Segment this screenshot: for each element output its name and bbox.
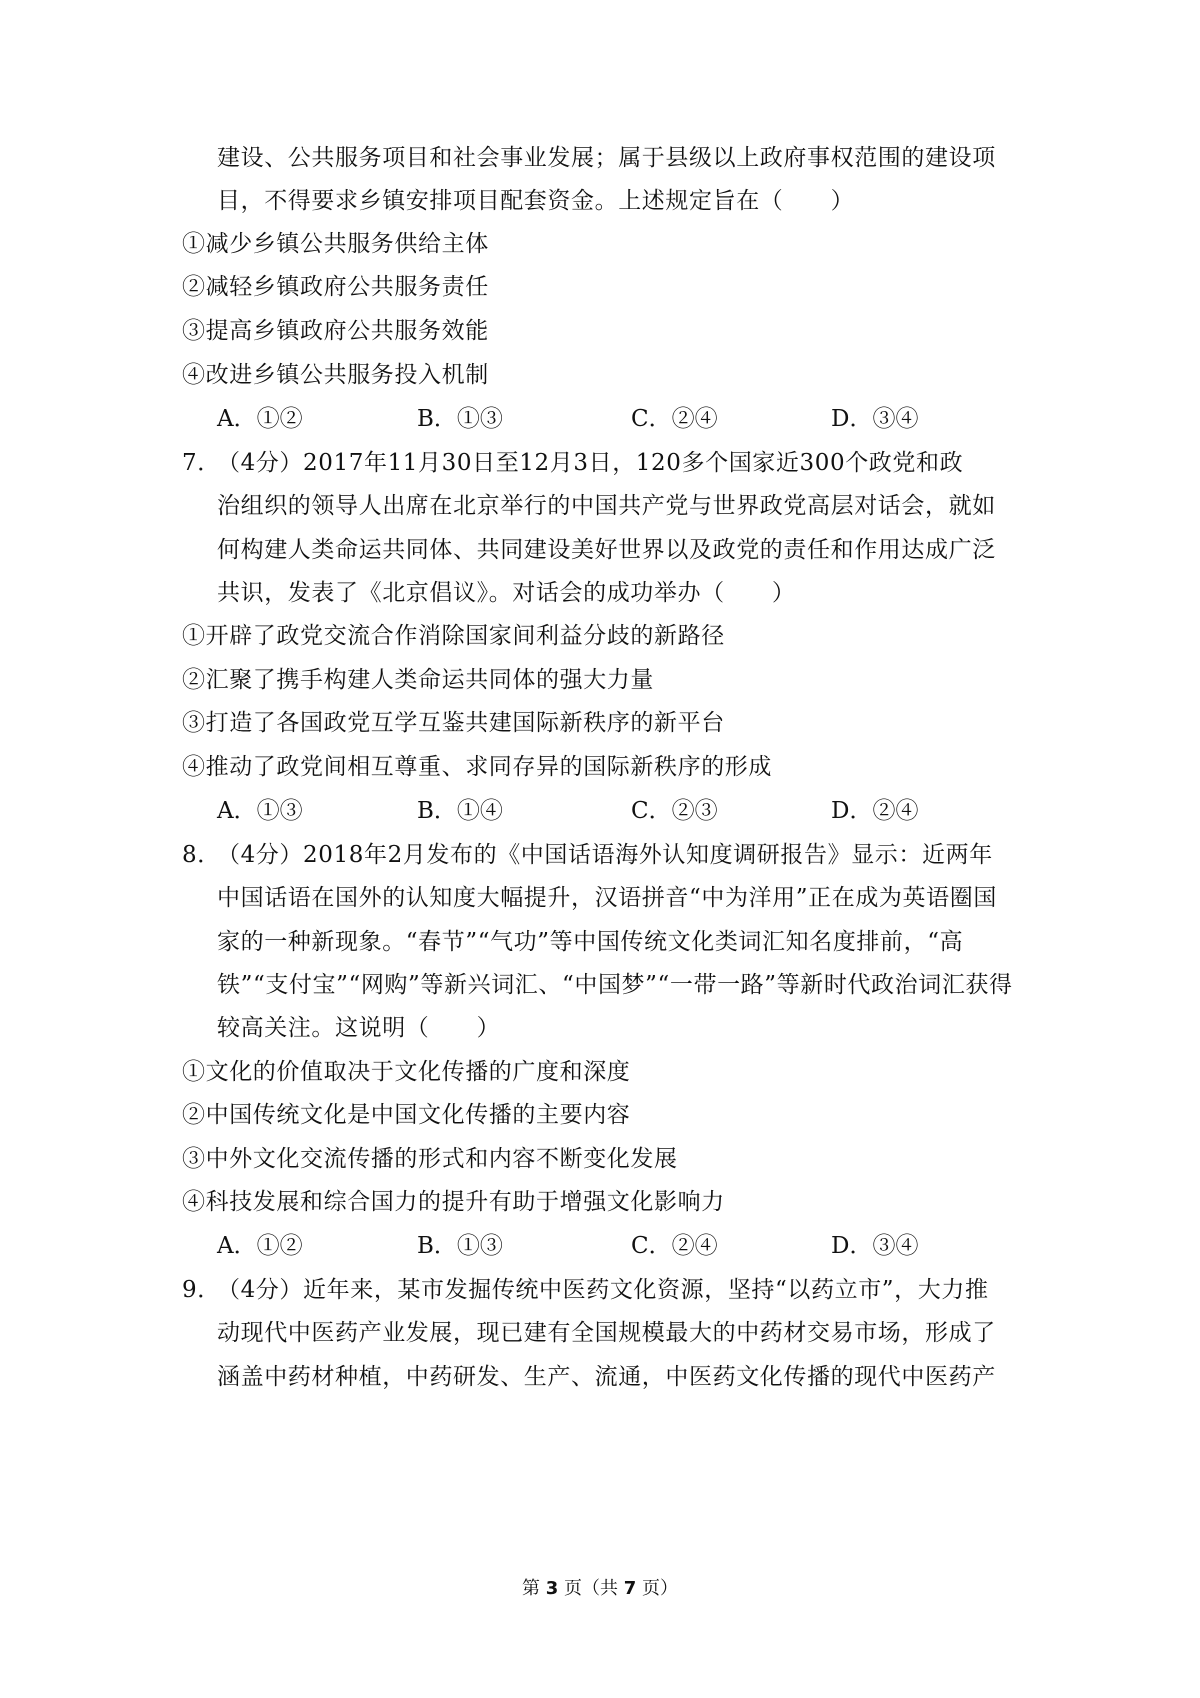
q6-option-1: ①减少乡镇公共服务供给主体	[182, 231, 489, 257]
q8-choice-b: B．①③	[417, 1233, 503, 1259]
q7-option-1: ①开辟了政党交流合作消除国家间利益分歧的新路径	[182, 623, 725, 649]
q6-stem-line-1: 建设、公共服务项目和社会事业发展；属于县级以上政府事权范围的建设项	[217, 145, 996, 171]
q6-option-3: ③提高乡镇政府公共服务效能	[182, 318, 489, 344]
q7-choice-b: B．①④	[417, 798, 503, 824]
q8-stem-line-5: 较高关注。这说明（ ）	[217, 1015, 501, 1041]
q8-choice-a: A．①②	[217, 1233, 303, 1259]
footer-total-pages: 7	[623, 1578, 637, 1599]
q8-stem-line-3: 家的一种新现象。“春节”“气功”等中国传统文化类词汇知名度排前，“高	[217, 929, 964, 955]
q7-option-2: ②汇聚了携手构建人类命运共同体的强大力量	[182, 667, 654, 693]
q7-stem-line-2: 治组织的领导人出席在北京举行的中国共产党与世界政党高层对话会，就如	[217, 493, 996, 519]
q9-stem-line-1: （4分）近年来，某市发掘传统中医药文化资源，坚持“以药立市”，大力推	[217, 1277, 989, 1303]
q6-option-2: ②减轻乡镇政府公共服务责任	[182, 274, 489, 300]
q7-choice-c: C．②③	[631, 798, 718, 824]
q8-option-3: ③中外文化交流传播的形式和内容不断变化发展	[182, 1146, 678, 1172]
footer-suffix: 页）	[642, 1578, 678, 1599]
q8-choices	[217, 1231, 937, 1261]
q8-stem-line-4: 铁”“支付宝”“网购”等新兴词汇、“中国梦”“一带一路”等新时代政治词汇获得	[217, 972, 1013, 998]
footer-page-number: 3	[545, 1578, 559, 1599]
q9-stem-line-3: 涵盖中药材种植，中药研发、生产、流通，中医药文化传播的现代中医药产	[217, 1364, 996, 1390]
q6-choices	[217, 404, 937, 434]
q7-stem-line-4: 共识，发表了《北京倡议》。对话会的成功举办（ ）	[217, 580, 796, 606]
q8-choice-c: C．②④	[631, 1233, 718, 1259]
q6-stem-line-2: 目，不得要求乡镇安排项目配套资金。上述规定旨在（ ）	[217, 188, 855, 214]
page-footer	[0, 1577, 1200, 1601]
q8-option-2: ②中国传统文化是中国文化传播的主要内容	[182, 1102, 631, 1128]
q7-choice-a: A．①③	[217, 798, 303, 824]
q6-choice-b: B．①③	[417, 406, 503, 432]
q7-number: 7．	[182, 450, 221, 476]
q6-option-4: ④改进乡镇公共服务投入机制	[182, 362, 489, 388]
q7-stem-line-3: 何构建人类命运共同体、共同建设美好世界以及政党的责任和作用达成广泛	[217, 537, 996, 563]
q9-number: 9．	[182, 1277, 221, 1303]
q7-choices	[217, 796, 937, 826]
q8-option-4: ④科技发展和综合国力的提升有助于增强文化影响力	[182, 1189, 725, 1215]
q6-choice-c: C．②④	[631, 406, 718, 432]
q7-choice-d: D．②④	[831, 798, 919, 824]
q8-choice-d: D．③④	[831, 1233, 919, 1259]
q7-stem-line-1: （4分）2017年11月30日至12月3日，120多个国家近300个政党和政	[217, 450, 964, 476]
q6-choice-d: D．③④	[831, 406, 919, 432]
q8-stem-line-1: （4分）2018年2月发布的《中国话语海外认知度调研报告》显示：近两年	[217, 842, 993, 868]
footer-middle: 页（共	[564, 1578, 618, 1599]
q8-option-1: ①文化的价值取决于文化传播的广度和深度	[182, 1059, 631, 1085]
q9-stem-line-2: 动现代中医药产业发展，现已建有全国规模最大的中药材交易市场，形成了	[217, 1320, 996, 1346]
q8-number: 8．	[182, 842, 221, 868]
q8-stem-line-2: 中国话语在国外的认知度大幅提升，汉语拼音“中为洋用”正在成为英语圈国	[217, 885, 997, 911]
q7-option-3: ③打造了各国政党互学互鉴共建国际新秩序的新平台	[182, 710, 725, 736]
q7-option-4: ④推动了政党间相互尊重、求同存异的国际新秩序的形成	[182, 754, 772, 780]
q6-choice-a: A．①②	[217, 406, 303, 432]
footer-prefix: 第	[522, 1578, 540, 1599]
